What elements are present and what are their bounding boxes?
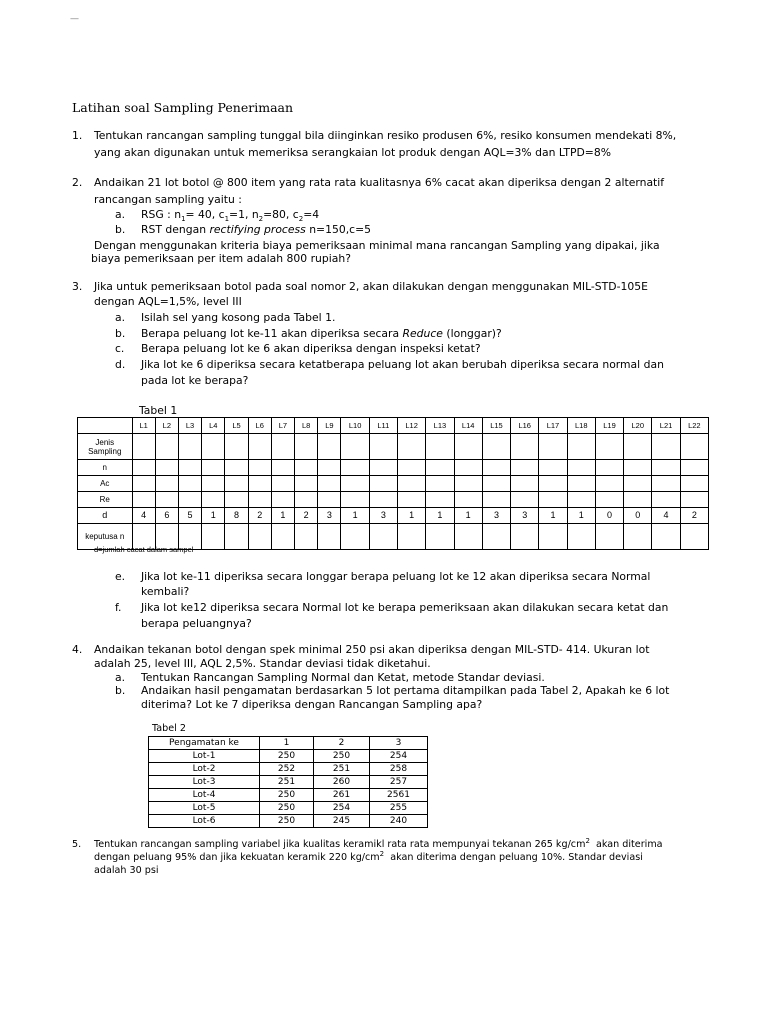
tabel1-empty-cell — [132, 492, 155, 508]
tabel1-empty-cell — [680, 476, 708, 492]
tabel2-row — [149, 802, 428, 815]
tabel1-column-header: L12 — [398, 418, 426, 434]
tabel1-empty-cell — [426, 524, 454, 550]
tabel1-empty-cell — [271, 434, 294, 460]
tabel1-empty-cell — [482, 476, 510, 492]
tabel1-empty-cell — [155, 460, 178, 476]
tabel1-column-header: L18 — [567, 418, 595, 434]
tabel1-empty-cell — [680, 524, 708, 550]
tabel1-empty-cell — [624, 524, 652, 550]
tabel1-empty-cell — [595, 492, 623, 508]
tabel1-caption: Tabel 1 — [139, 404, 178, 417]
tabel1-empty-cell — [482, 492, 510, 508]
tabel1-empty-cell — [482, 460, 510, 476]
page-title: Latihan soal Sampling Penerimaan — [72, 100, 294, 115]
q2-text-line1: Andaikan 21 lot botol @ 800 item yang rata rata kualitasnya 6% cacat akan diperiksa dengan 2 alternatif — [94, 176, 665, 189]
q3-option-d: d. Jika lot ke 6 diperiksa secara ketatberapa peluang lot akan berubah diperiksa secara normal dan — [115, 358, 664, 371]
tabel1-empty-cell — [271, 476, 294, 492]
tabel2-cell: Lot-5 — [149, 802, 260, 815]
tabel1-empty-cell — [202, 524, 225, 550]
tabel1-d-cell: 1 — [341, 508, 369, 524]
tabel1-d-cell: 6 — [155, 508, 178, 524]
tabel1-empty-cell — [398, 524, 426, 550]
tabel1-column-header: L16 — [511, 418, 539, 434]
tabel2-cell: 250 — [260, 802, 314, 815]
tabel2-cell: Lot-3 — [149, 776, 260, 789]
tabel1-column-header: L19 — [595, 418, 623, 434]
tabel1-d-cell: 1 — [202, 508, 225, 524]
tabel1-empty-cell — [454, 476, 482, 492]
tabel2-row — [149, 776, 428, 789]
q1-text-line2: yang akan digunakan untuk memeriksa serangkaian lot produk dengan AQL=3% dan LTPD=8% — [94, 146, 611, 159]
tabel1-d-cell: 1 — [426, 508, 454, 524]
tabel1-empty-cell — [369, 492, 397, 508]
tabel1-empty-cell — [482, 434, 510, 460]
tabel2-cell: 250 — [260, 815, 314, 828]
tabel1 — [77, 417, 709, 550]
q3-option-c: c. Berapa peluang lot ke 6 akan diperiksa dengan inspeksi ketat? — [115, 342, 481, 355]
tabel1-empty-cell — [511, 476, 539, 492]
tabel1-empty-cell — [225, 492, 248, 508]
tabel1-d-cell: 0 — [595, 508, 623, 524]
tabel1-empty-cell — [248, 492, 271, 508]
tabel1-empty-cell — [454, 492, 482, 508]
tabel1-empty-cell — [539, 524, 567, 550]
tabel1-empty-cell — [652, 492, 680, 508]
q2-option-b: b. RST dengan rectifying process n=150,c=5 — [115, 223, 371, 236]
tabel2-column-header: Pengamatan ke — [149, 737, 260, 750]
tabel1-empty-cell — [426, 434, 454, 460]
tabel2-cell: 258 — [370, 763, 428, 776]
q2-option-b-label: b. — [115, 223, 126, 236]
tabel1-row-label: n — [78, 460, 133, 476]
q5-text-line2: dengan peluang 95% dan jika kekuatan keramik 220 $kg/cm^2$ akan diterima dengan peluang 10%. Standar deviasi — [94, 849, 643, 863]
tabel1-column-header: L10 — [341, 418, 369, 434]
tabel1-column-header: L4 — [202, 418, 225, 434]
tabel1-empty-cell — [369, 524, 397, 550]
tabel1-empty-cell — [624, 460, 652, 476]
tabel1-d-cell: 3 — [318, 508, 341, 524]
tabel2-cell: 252 — [260, 763, 314, 776]
tabel1-row-label: Ac — [78, 476, 133, 492]
q2-text-line4: biaya pemeriksaan per item adalah 800 rupiah? — [91, 252, 351, 265]
tabel1-empty-cell — [595, 434, 623, 460]
tabel1-empty-cell — [539, 460, 567, 476]
tabel1-empty-cell — [624, 476, 652, 492]
tabel1-empty-cell — [567, 476, 595, 492]
tabel1-empty-cell — [132, 460, 155, 476]
tabel1-column-header: L22 — [680, 418, 708, 434]
tabel1-empty-cell — [132, 434, 155, 460]
tabel1-row-re — [78, 492, 709, 508]
tabel2-cell: 2561 — [370, 789, 428, 802]
tabel1-d-cell: 2 — [295, 508, 318, 524]
header-mark: — — [70, 14, 79, 24]
tabel1-empty-cell — [511, 434, 539, 460]
tabel1-column-header: L3 — [178, 418, 201, 434]
tabel2-cell: 255 — [370, 802, 428, 815]
tabel1-row-label: d — [78, 508, 133, 524]
q3-option-b: b. Berapa peluang lot ke-11 akan diperiksa secara Reduce (longgar)? — [115, 327, 502, 340]
tabel1-empty-cell — [567, 492, 595, 508]
q1-number: 1. — [72, 129, 83, 142]
tabel2-cell: 261 — [314, 789, 370, 802]
tabel2-cell: Lot-6 — [149, 815, 260, 828]
tabel1-empty-cell — [202, 476, 225, 492]
tabel1-d-cell: 1 — [398, 508, 426, 524]
tabel1-column-header: L11 — [369, 418, 397, 434]
tabel1-empty-cell — [680, 434, 708, 460]
q4-number: 4. — [72, 643, 83, 656]
tabel1-row-ac — [78, 476, 709, 492]
tabel1-empty-cell — [624, 492, 652, 508]
tabel1-empty-cell — [511, 460, 539, 476]
tabel1-empty-cell — [248, 476, 271, 492]
tabel1-row-label: Re — [78, 492, 133, 508]
tabel1-d-cell: 5 — [178, 508, 201, 524]
tabel1-empty-cell — [426, 460, 454, 476]
tabel1-d-cell: 4 — [132, 508, 155, 524]
tabel1-empty-cell — [202, 460, 225, 476]
tabel1-empty-cell — [178, 460, 201, 476]
tabel1-d-cell: 1 — [539, 508, 567, 524]
tabel2-cell: 250 — [314, 750, 370, 763]
tabel2 — [148, 736, 428, 828]
tabel1-column-header: L2 — [155, 418, 178, 434]
tabel1-empty-cell — [398, 492, 426, 508]
tabel2-cell: 250 — [260, 750, 314, 763]
tabel1-empty-cell — [454, 524, 482, 550]
tabel1-column-header: L21 — [652, 418, 680, 434]
tabel1-empty-cell — [341, 492, 369, 508]
tabel1-empty-cell — [178, 476, 201, 492]
tabel1-header-row — [78, 418, 709, 434]
tabel1-row-n — [78, 460, 709, 476]
tabel1-empty-cell — [511, 492, 539, 508]
tabel1-empty-cell — [155, 434, 178, 460]
tabel1-empty-cell — [652, 434, 680, 460]
tabel2-row — [149, 789, 428, 802]
tabel1-d-cell: 3 — [511, 508, 539, 524]
tabel1-d-cell: 1 — [454, 508, 482, 524]
tabel2-cell: 250 — [260, 789, 314, 802]
tabel1-empty-cell — [595, 524, 623, 550]
q3-option-e: e. Jika lot ke-11 diperiksa secara longgar berapa peluang lot ke 12 akan diperiksa secara Normal — [115, 570, 651, 583]
tabel1-empty-cell — [369, 476, 397, 492]
tabel1-empty-cell — [295, 460, 318, 476]
tabel1-column-header: L9 — [318, 418, 341, 434]
tabel2-header-row — [149, 737, 428, 750]
tabel1-empty-cell — [680, 460, 708, 476]
tabel1-row-d — [78, 508, 709, 524]
q2-number: 2. — [72, 176, 83, 189]
tabel1-empty-cell — [155, 492, 178, 508]
q3-number: 3. — [72, 280, 83, 293]
tabel1-empty-cell — [318, 524, 341, 550]
tabel2-cell: 257 — [370, 776, 428, 789]
q3-text-line1: Jika untuk pemeriksaan botol pada soal nomor 2, akan dilakukan dengan menggunakan MIL-STD-105E — [94, 280, 648, 293]
tabel1-empty-cell — [295, 476, 318, 492]
tabel1-empty-cell — [398, 460, 426, 476]
tabel1-empty-cell — [225, 476, 248, 492]
tabel1-column-header: L5 — [225, 418, 248, 434]
tabel1-empty-cell — [567, 524, 595, 550]
tabel1-empty-cell — [295, 434, 318, 460]
tabel1-empty-cell — [595, 476, 623, 492]
tabel1-empty-cell — [248, 524, 271, 550]
tabel1-empty-cell — [225, 434, 248, 460]
tabel1-empty-cell — [318, 434, 341, 460]
q4-option-b: b. Andaikan hasil pengamatan berdasarkan 5 lot pertama ditampilkan pada Tabel 2, Apakah ke 6 lot — [115, 684, 670, 697]
tabel2-cell: 254 — [314, 802, 370, 815]
tabel1-empty-cell — [539, 476, 567, 492]
tabel2-row — [149, 763, 428, 776]
tabel1-empty-cell — [426, 476, 454, 492]
tabel1-row-label: keputusa n — [78, 524, 133, 550]
tabel1-empty-cell — [369, 434, 397, 460]
tabel2-cell: 254 — [370, 750, 428, 763]
tabel1-empty-cell — [369, 460, 397, 476]
tabel2-cell: Lot-2 — [149, 763, 260, 776]
tabel1-empty-cell — [318, 460, 341, 476]
tabel1-empty-cell — [318, 492, 341, 508]
tabel1-empty-cell — [398, 434, 426, 460]
tabel1-column-header: L8 — [295, 418, 318, 434]
tabel1-d-cell: 1 — [271, 508, 294, 524]
tabel1-empty-cell — [511, 524, 539, 550]
q3-option-f: f. Jika lot ke12 diperiksa secara Normal lot ke berapa pemeriksaan akan dilakukan secara ketat dan — [115, 601, 669, 614]
tabel1-d-cell: 8 — [225, 508, 248, 524]
tabel2-cell: Lot-1 — [149, 750, 260, 763]
tabel1-empty-cell — [155, 476, 178, 492]
tabel1-empty-cell — [341, 434, 369, 460]
tabel1-empty-cell — [454, 434, 482, 460]
tabel1-empty-cell — [652, 524, 680, 550]
tabel1-empty-cell — [132, 476, 155, 492]
tabel1-d-cell: 1 — [567, 508, 595, 524]
tabel2-column-header: 1 — [260, 737, 314, 750]
tabel2-cell: 251 — [260, 776, 314, 789]
q1-text-line1: Tentukan rancangan sampling tunggal bila diinginkan resiko produsen 6%, resiko konsumen mendekati 8%, — [94, 129, 677, 142]
q4-text-line2: adalah 25, level III, AQL 2,5%. Standar deviasi tidak diketahui. — [94, 657, 431, 670]
tabel1-empty-cell — [624, 434, 652, 460]
q4-option-a: a. Tentukan Rancangan Sampling Normal dan Ketat, metode Standar deviasi. — [115, 671, 545, 684]
q5-text-line3: adalah 30 psi — [94, 865, 159, 876]
tabel1-empty-cell — [295, 492, 318, 508]
tabel1-empty-cell — [295, 524, 318, 550]
tabel1-empty-cell — [426, 492, 454, 508]
q3-option-d-line2: pada lot ke berapa? — [141, 374, 249, 387]
tabel1-column-header: L14 — [454, 418, 482, 434]
tabel2-cell: 240 — [370, 815, 428, 828]
tabel1-footnote: d=jumlah cacat dalam sampel — [94, 545, 194, 554]
tabel1-d-cell: 2 — [248, 508, 271, 524]
q4-text-line1: Andaikan tekanan botol dengan spek minimal 250 psi akan diperiksa dengan MIL-STD- 414. Ukuran lot — [94, 643, 650, 656]
tabel1-empty-cell — [567, 434, 595, 460]
tabel1-empty-cell — [225, 524, 248, 550]
tabel2-cell: 260 — [314, 776, 370, 789]
tabel1-empty-cell — [567, 460, 595, 476]
tabel1-d-cell: 3 — [369, 508, 397, 524]
tabel1-empty-cell — [539, 434, 567, 460]
tabel1-empty-cell — [595, 460, 623, 476]
tabel2-row — [149, 750, 428, 763]
tabel1-empty-cell — [271, 524, 294, 550]
tabel1-column-header: L6 — [248, 418, 271, 434]
tabel2-column-header: 3 — [370, 737, 428, 750]
tabel1-empty-cell — [318, 476, 341, 492]
tabel1-empty-cell — [539, 492, 567, 508]
tabel1-empty-cell — [178, 492, 201, 508]
tabel1-empty-cell — [341, 524, 369, 550]
q2-option-a-label: a. — [115, 208, 126, 221]
tabel1-empty-cell — [271, 460, 294, 476]
tabel1-column-header: L7 — [271, 418, 294, 434]
tabel1-empty-cell — [398, 476, 426, 492]
tabel2-caption: Tabel 2 — [152, 723, 186, 734]
tabel2-cell: 245 — [314, 815, 370, 828]
tabel1-row-jenis-sampling — [78, 434, 709, 460]
tabel1-empty-cell — [248, 460, 271, 476]
q2-text-line3: Dengan menggunakan kriteria biaya pemeriksaan minimal mana rancangan Sampling yang dipakai, jika — [94, 239, 660, 252]
tabel1-empty-cell — [680, 492, 708, 508]
tabel1-row-label: Jenis Sampling — [78, 434, 133, 460]
tabel1-d-cell: 2 — [680, 508, 708, 524]
tabel1-empty-cell — [202, 434, 225, 460]
tabel1-empty-cell — [454, 460, 482, 476]
tabel1-column-header: L15 — [482, 418, 510, 434]
tabel1-row-label — [78, 418, 133, 434]
q2-option-a: a. RSG : $n_1= 40$, $c_1=1$, $n_2=80$, $c_2=4$ — [115, 208, 320, 224]
tabel1-empty-cell — [652, 476, 680, 492]
q3-option-f-line2: berapa peluangnya? — [141, 617, 252, 630]
tabel1-empty-cell — [202, 492, 225, 508]
tabel1-d-cell: 0 — [624, 508, 652, 524]
tabel1-d-cell: 3 — [482, 508, 510, 524]
tabel1-empty-cell — [482, 524, 510, 550]
tabel1-empty-cell — [341, 476, 369, 492]
tabel1-empty-cell — [225, 460, 248, 476]
q5-number: 5. — [72, 839, 82, 850]
q5-text-line1: Tentukan rancangan sampling variabel jika kualitas keramikl rata rata mempunyai tekanan 265 $kg/cm^2$ akan diterima — [94, 836, 663, 850]
q3-option-e-line2: kembali? — [141, 585, 190, 598]
tabel1-empty-cell — [248, 434, 271, 460]
q4-option-b-line2: diterima? Lot ke 7 diperiksa dengan Rancangan Sampling apa? — [141, 698, 483, 711]
tabel2-row — [149, 815, 428, 828]
tabel1-column-header: L1 — [132, 418, 155, 434]
tabel1-empty-cell — [271, 492, 294, 508]
tabel1-d-cell: 4 — [652, 508, 680, 524]
tabel1-column-header: L13 — [426, 418, 454, 434]
q3-text-line2: dengan AQL=1,5%, level III — [94, 295, 242, 308]
q2-text-line2: rancangan sampling yaitu : — [94, 193, 242, 206]
tabel2-cell: Lot-4 — [149, 789, 260, 802]
tabel2-cell: 251 — [314, 763, 370, 776]
tabel2-column-header: 2 — [314, 737, 370, 750]
tabel1-column-header: L20 — [624, 418, 652, 434]
tabel1-column-header: L17 — [539, 418, 567, 434]
q3-option-a: a. Isilah sel yang kosong pada Tabel 1. — [115, 311, 336, 324]
tabel1-empty-cell — [652, 460, 680, 476]
tabel1-empty-cell — [341, 460, 369, 476]
tabel1-empty-cell — [178, 434, 201, 460]
